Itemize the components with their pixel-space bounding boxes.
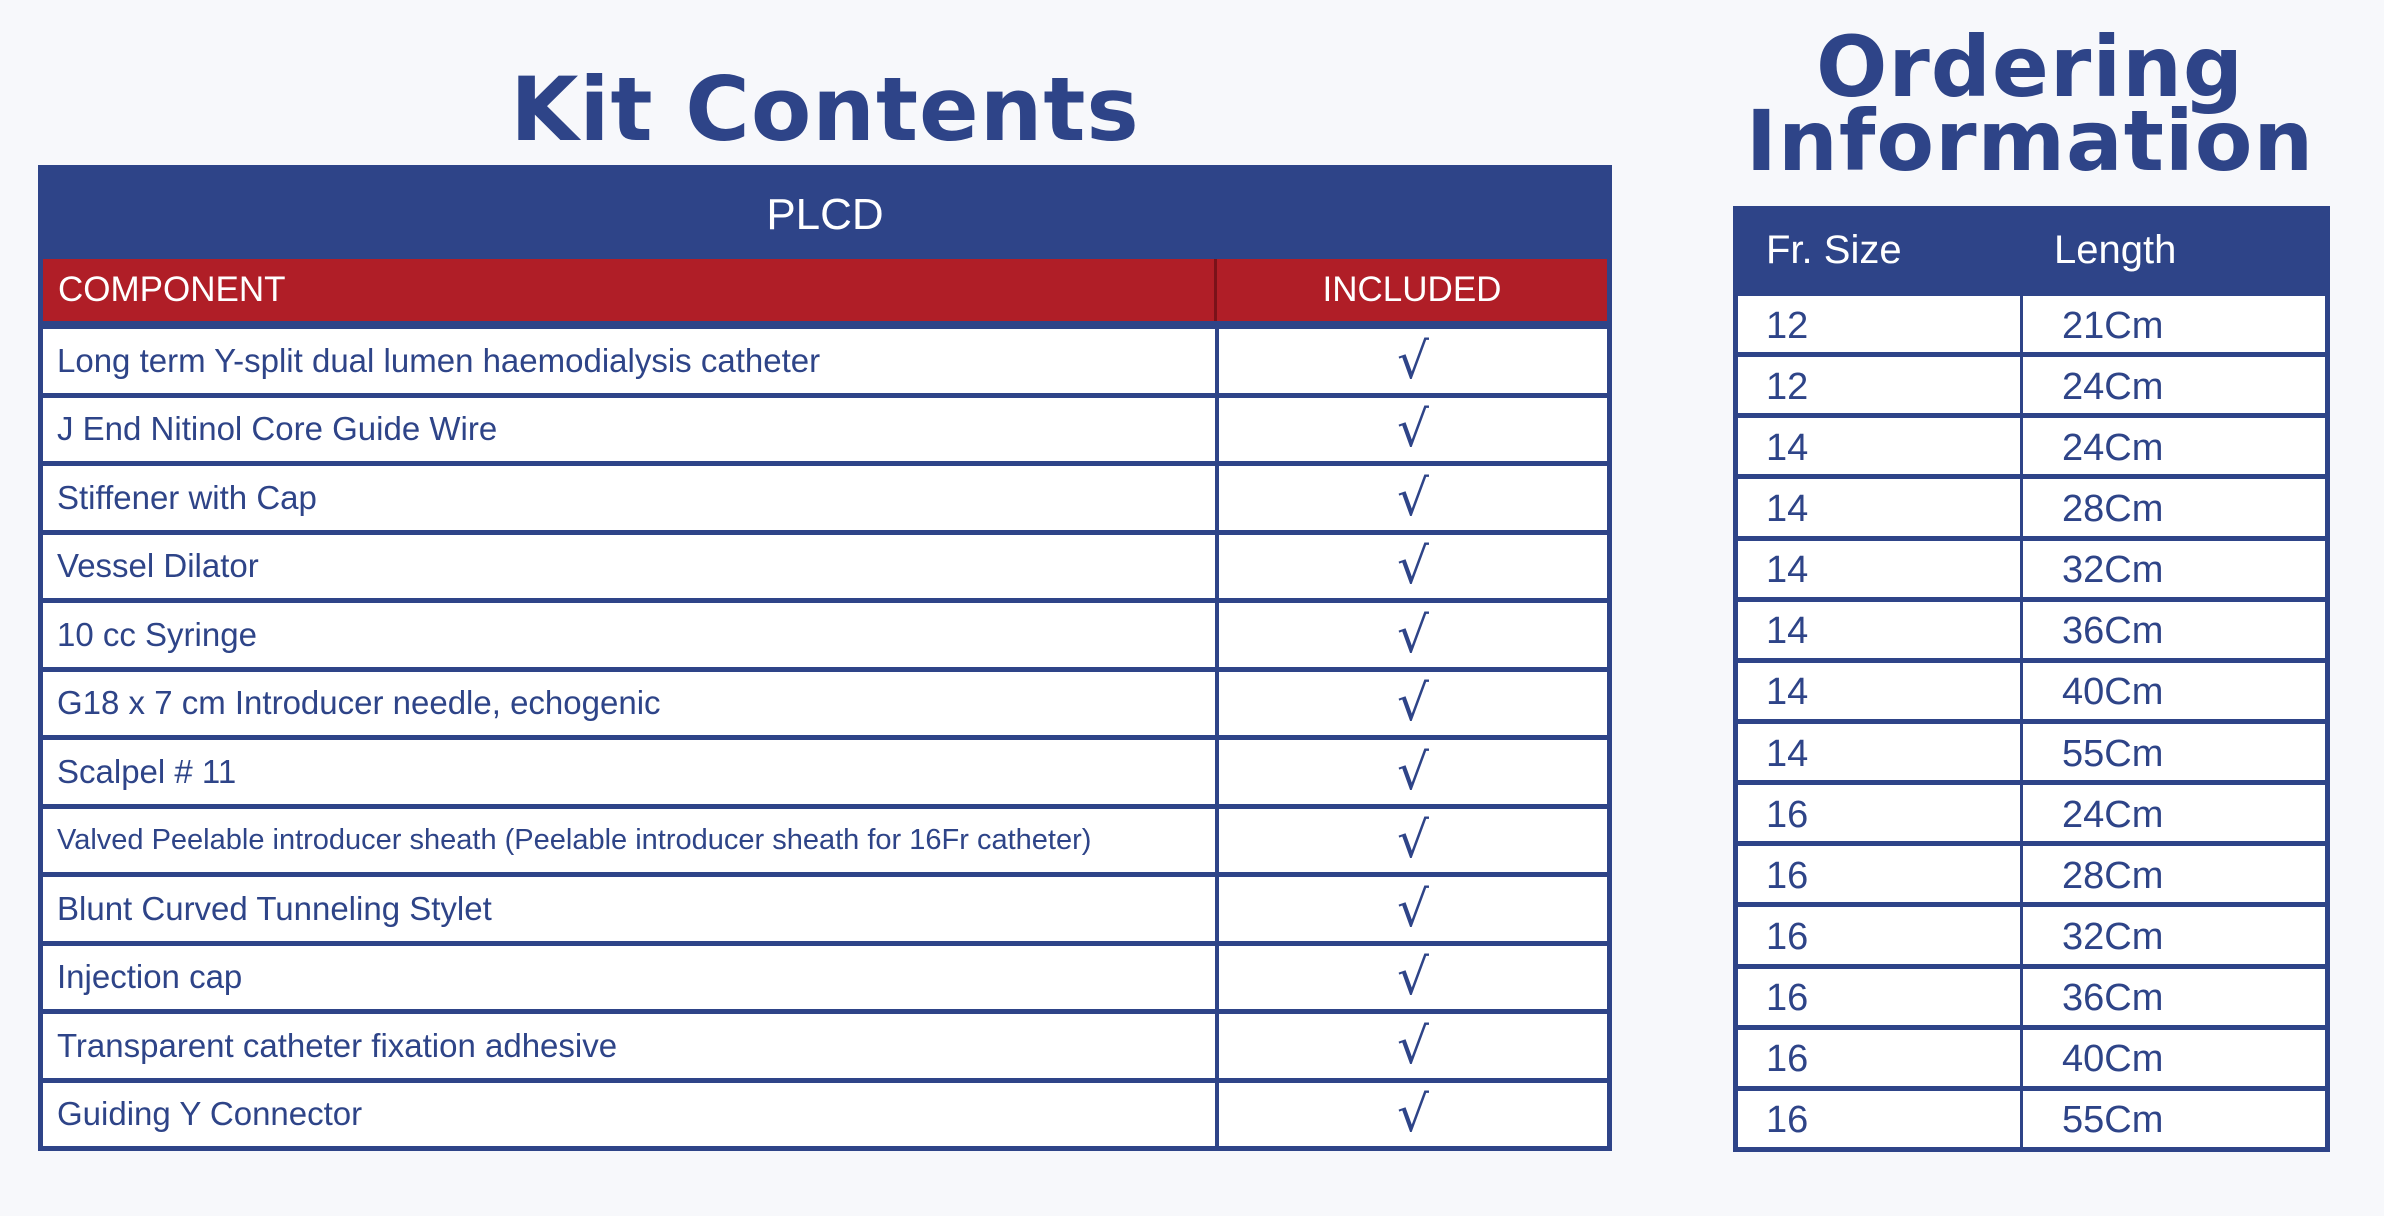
kit-column-headers xyxy=(43,259,1607,321)
checkmark-icon: √ xyxy=(1219,877,1607,941)
length-cell: 28Cm xyxy=(2023,846,2325,902)
ordering-title-line1: Ordering xyxy=(1815,18,2245,116)
table-row xyxy=(1738,724,2325,780)
fr-size-cell: 12 xyxy=(1738,296,2020,352)
column-header-fr-size: Fr. Size xyxy=(1766,227,1902,272)
table-row xyxy=(1738,296,2325,352)
table-row xyxy=(43,398,1607,462)
component-cell: Transparent catheter fixation adhesive xyxy=(43,1014,1215,1078)
length-cell: 36Cm xyxy=(2023,602,2325,658)
component-cell: 10 cc Syringe xyxy=(43,603,1215,667)
length-cell: 40Cm xyxy=(2023,1030,2325,1086)
fr-size-cell: 16 xyxy=(1738,846,2020,902)
length-cell: 32Cm xyxy=(2023,541,2325,597)
fr-size-cell: 14 xyxy=(1738,724,2020,780)
table-row xyxy=(43,1014,1607,1078)
component-cell: Blunt Curved Tunneling Stylet xyxy=(43,877,1215,941)
component-cell: Injection cap xyxy=(43,946,1215,1010)
table-row xyxy=(43,809,1607,873)
fr-size-cell: 16 xyxy=(1738,907,2020,963)
component-cell: Vessel Dilator xyxy=(43,535,1215,599)
kit-contents-table xyxy=(38,165,1612,1151)
fr-size-cell: 12 xyxy=(1738,357,2020,413)
table-row xyxy=(1738,846,2325,902)
checkmark-icon: √ xyxy=(1219,603,1607,667)
fr-size-cell: 16 xyxy=(1738,1091,2020,1147)
component-cell: G18 x 7 cm Introducer needle, echogenic xyxy=(43,672,1215,736)
table-row xyxy=(1738,663,2325,719)
table-row xyxy=(1738,785,2325,841)
checkmark-icon: √ xyxy=(1219,466,1607,530)
checkmark-icon: √ xyxy=(1219,946,1607,1010)
checkmark-icon: √ xyxy=(1219,398,1607,462)
table-row xyxy=(43,329,1607,393)
table-row xyxy=(1738,1091,2325,1147)
component-cell: Stiffener with Cap xyxy=(43,466,1215,530)
kit-contents-title: Kit Contents xyxy=(510,58,1140,161)
ordering-title-line2: Information xyxy=(1745,92,2315,190)
table-row xyxy=(1738,602,2325,658)
table-row xyxy=(43,466,1607,530)
table-row xyxy=(1738,418,2325,474)
column-header-component: COMPONENT xyxy=(43,259,1217,321)
length-cell: 32Cm xyxy=(2023,907,2325,963)
length-cell: 55Cm xyxy=(2023,724,2325,780)
component-cell: Long term Y-split dual lumen haemodialysis catheter xyxy=(43,329,1215,393)
length-cell: 55Cm xyxy=(2023,1091,2325,1147)
kit-rows xyxy=(43,329,1607,1146)
component-cell: Guiding Y Connector xyxy=(43,1083,1215,1147)
checkmark-icon: √ xyxy=(1219,809,1607,873)
length-cell: 21Cm xyxy=(2023,296,2325,352)
length-cell: 24Cm xyxy=(2023,418,2325,474)
component-cell: J End Nitinol Core Guide Wire xyxy=(43,398,1215,462)
column-header-included: INCLUDED xyxy=(1322,270,1502,309)
component-cell: Scalpel # 11 xyxy=(43,740,1215,804)
checkmark-icon: √ xyxy=(1219,329,1607,393)
ordering-table xyxy=(1733,206,2330,1152)
fr-size-cell: 14 xyxy=(1738,418,2020,474)
kit-product-header: PLCD xyxy=(766,190,884,239)
fr-size-cell: 14 xyxy=(1738,541,2020,597)
table-row xyxy=(1738,907,2325,963)
length-cell: 36Cm xyxy=(2023,969,2325,1025)
component-cell: Valved Peelable introducer sheath (Peelable introducer sheath for 16Fr catheter) xyxy=(43,809,1215,873)
table-row xyxy=(1738,1030,2325,1086)
checkmark-icon: √ xyxy=(1219,672,1607,736)
fr-size-cell: 14 xyxy=(1738,602,2020,658)
length-cell: 24Cm xyxy=(2023,785,2325,841)
ordering-information-title xyxy=(1733,18,2327,190)
table-row xyxy=(43,1083,1607,1147)
table-row xyxy=(43,877,1607,941)
fr-size-cell: 16 xyxy=(1738,785,2020,841)
fr-size-cell: 16 xyxy=(1738,969,2020,1025)
table-row xyxy=(1738,541,2325,597)
checkmark-icon: √ xyxy=(1219,1083,1607,1147)
checkmark-icon: √ xyxy=(1219,740,1607,804)
length-cell: 24Cm xyxy=(2023,357,2325,413)
table-row xyxy=(1738,357,2325,413)
table-row xyxy=(1738,479,2325,535)
length-cell: 28Cm xyxy=(2023,479,2325,535)
length-cell: 40Cm xyxy=(2023,663,2325,719)
checkmark-icon: √ xyxy=(1219,1014,1607,1078)
table-row xyxy=(43,946,1607,1010)
fr-size-cell: 14 xyxy=(1738,479,2020,535)
table-row xyxy=(43,672,1607,736)
table-row xyxy=(43,740,1607,804)
table-row xyxy=(43,535,1607,599)
table-row xyxy=(43,603,1607,667)
ordering-rows xyxy=(1738,296,2325,1147)
fr-size-cell: 16 xyxy=(1738,1030,2020,1086)
column-header-length: Length xyxy=(2054,227,2177,272)
fr-size-cell: 14 xyxy=(1738,663,2020,719)
table-row xyxy=(1738,969,2325,1025)
checkmark-icon: √ xyxy=(1219,535,1607,599)
ordering-column-headers xyxy=(1733,206,2330,294)
